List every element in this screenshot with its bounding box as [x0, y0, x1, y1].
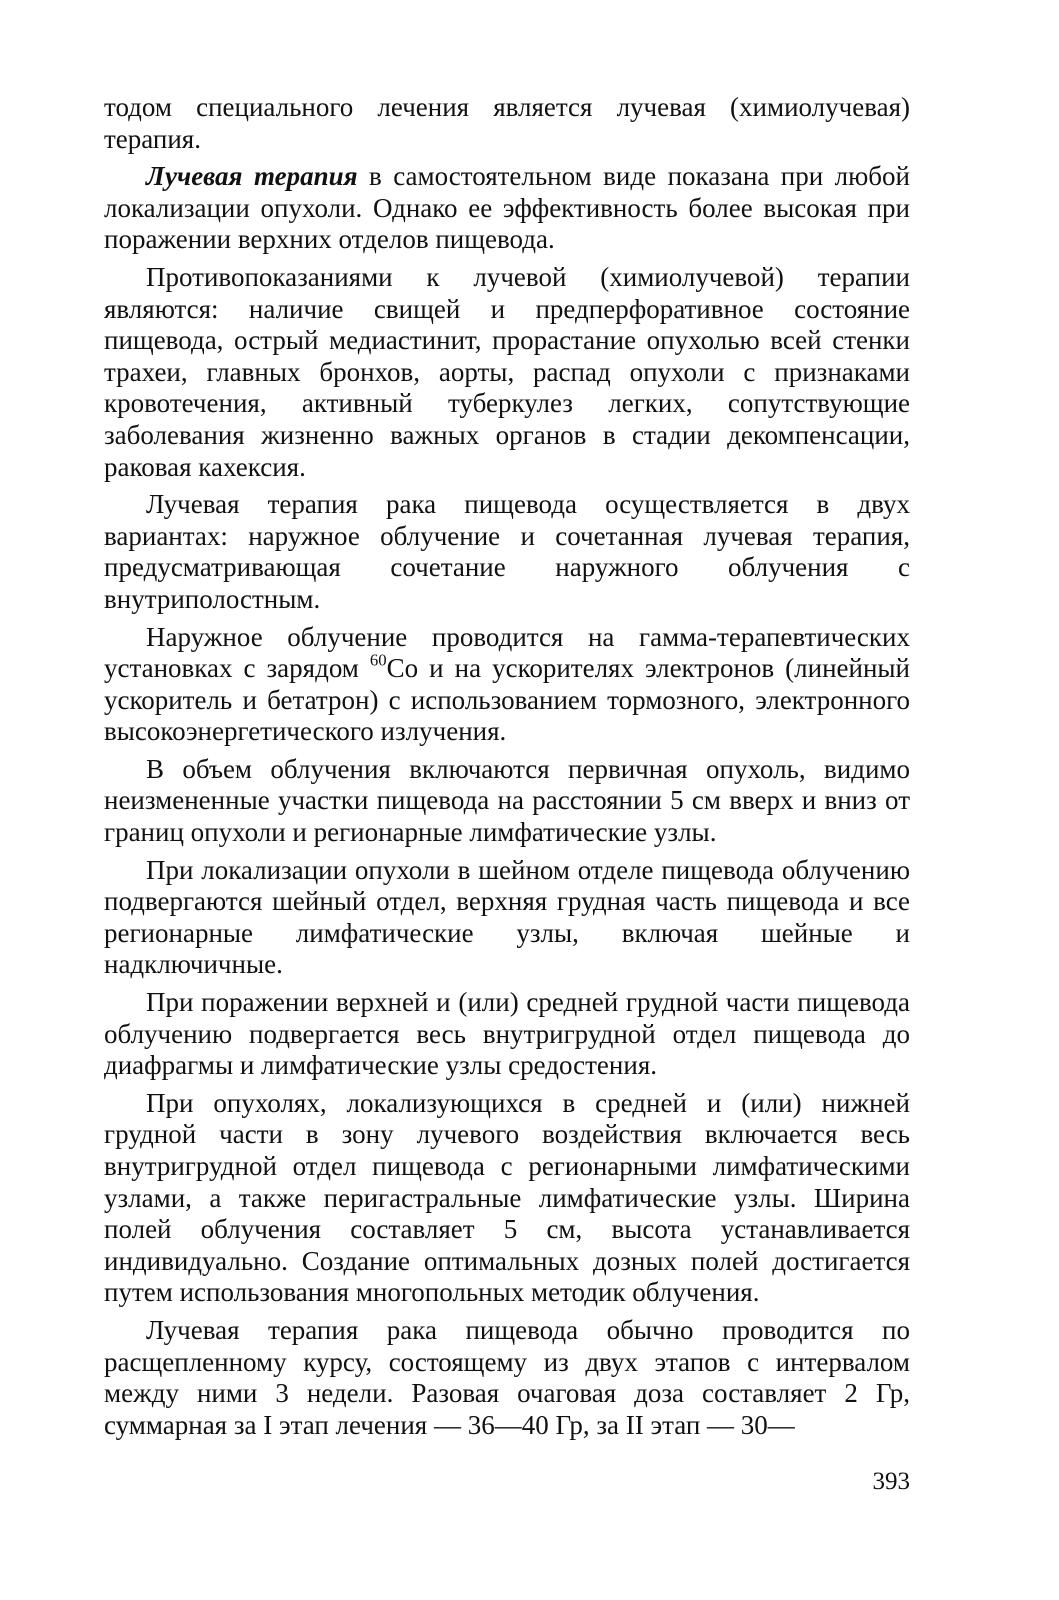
emphasized-term: Лучевая терапия	[146, 161, 358, 192]
isotope-superscript: 60	[369, 650, 387, 670]
paragraph-variants: Лучевая терапия рака пищевода осуществляется в двух вариантах: наружное облучение и сочетанная лучевая терапия, предусматривающая сочетание наружного облучения с внутриполостным.	[104, 489, 910, 614]
page-number: 393	[872, 1468, 910, 1495]
paragraph-text: в самостоятельном виде показана при любой локализации опухоли. Однако ее эффективность более высокая при поражении верхних отделов пищевода.	[104, 161, 910, 255]
page-body	[104, 92, 910, 1447]
paragraph-middle-lower-thoracic: При опухолях, локализующихся в средней и (или) нижней грудной части в зону лучевого воздействия включается весь внутригрудной отдел пищевода с регионарными лимфатическими узлами, а также перигастральные лимфатические узлы. Ширина полей облучения составляет 5 см, высота устанавливается индивидуально. Создание оптимальных дозных полей достигается путем использования многопольных методик облучения.	[104, 1087, 910, 1308]
paragraph-radiation-therapy-intro	[104, 161, 910, 256]
paragraph-external-irradiation	[104, 622, 910, 748]
paragraph-split-course: Лучевая терапия рака пищевода обычно проводится по расщепленному курсу, состоящему из двух этапов с интервалом между ними 3 недели. Разовая очаговая доза составляет 2 Гр, суммарная за I этап лечения — 36—40 Гр, за II этап — 30—	[104, 1314, 910, 1440]
paragraph-irradiation-volume: В объем облучения включаются первичная опухоль, видимо неизмененные участки пищевода на расстоянии 5 см вверх и вниз от границ опухоли и регионарные лимфатические узлы.	[104, 753, 910, 848]
paragraph-cervical-localization: При локализации опухоли в шейном отделе пищевода облучению подвергаются шейный отдел, верхняя грудная часть пищевода и все регионарные лимфатические узлы, включая шейные и надключичные.	[104, 854, 910, 980]
paragraph-continuation: тодом специального лечения является лучевая (химиолучевая) терапия.	[104, 92, 910, 154]
paragraph-upper-middle-thoracic: При поражении верхней и (или) средней грудной части пищевода облучению подвергается весь внутригрудной отдел пищевода до диафрагмы и лимфатические узлы средостения.	[104, 987, 910, 1081]
paragraph-text: Наружное облучение проводится на гамма-терапевтических установках с зарядом	[104, 621, 910, 684]
paragraph-contraindications: Противопоказаниями к лучевой (химиолучевой) терапии являются: наличие свищей и предперфоративное состояние пищевода, острый медиастинит, прорастание опухолью всей стенки трахеи, главных бронхов, аорты, распад опухоли с признаками кровотечения, активный туберкулез легких, сопутствующие заболевания жизненно важных органов в стадии декомпенсации, раковая кахексия.	[104, 261, 910, 482]
paragraph-text: Со и на ускорителях электронов (линейный ускоритель и бетатрон) с использованием тормозного, электронного высокоэнергетического излучения.	[104, 653, 910, 747]
